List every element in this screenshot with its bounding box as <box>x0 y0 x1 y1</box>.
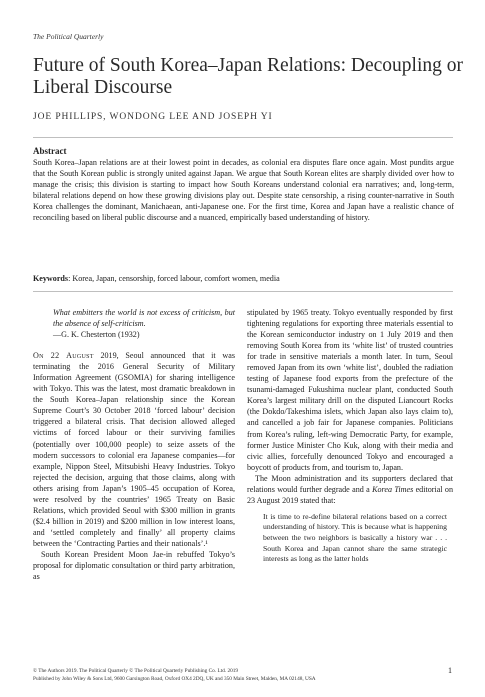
lead-in: On 22 August <box>33 351 94 361</box>
body-paragraph <box>247 473 453 506</box>
paragraph-text: editorial on 23 August 2019 stated that: <box>247 484 453 505</box>
paragraph-text: 2019, Seoul announced that it was terminating the 2016 General Security of Military Information Agreement (GSOMIA) for sharing intelligence with Tokyo. This was the latest, most dramatic breakdown in the South Korea–Japan relationship since the Korean Supreme Court’s 30 October 2018 ‘forced labour’ decision triggered a bilateral crisis. That decision allowed alleged victims of forced labour or their surviving families (potentially over 100,000 people) to seize assets of the modern successors to colonial era Japanese companies—for example, Nippon Steel, Mitsubishi Heavy Industries. Tokyo rejected the decision, arguing that those claims, along with others arising from Japan’s 1905–45 occupation of Korea, were resolved by the countries’ 1965 Treaty on Basic Relations, which provided Seoul with $300 million in grants ($2.4 billion in 2019) and $200 million in low interest loans, and ‘settled completely and finally’ all property claims between the ‘Contracting Parties and their nationals’.¹ <box>33 351 235 548</box>
keywords-label: Keywords <box>33 274 69 283</box>
body-paragraph <box>33 350 235 549</box>
page-number: 1 <box>448 666 452 675</box>
keywords-list: : Korea, Japan, censorship, forced labour, comfort women, media <box>68 274 280 283</box>
divider <box>33 137 453 138</box>
abstract-heading: Abstract <box>33 146 67 156</box>
body-paragraph: South Korean President Moon Jae-in rebuffed Tokyo’s proposal for diplomatic consultation or third party arbitration, as <box>33 549 235 582</box>
paragraph-text: The Moon administration and its supporters declared that relations would further degrade and a <box>247 473 453 494</box>
keywords <box>33 273 454 284</box>
block-quote: It is time to re-define bilateral relations based on a correct understanding of history. This is because what is happening between the two neighbors is basically a history war . . . South Korea and Japan cannot share the same strategic interests as long as the latter holds <box>263 511 447 564</box>
footer <box>33 667 453 684</box>
epigraph-quote: What embitters the world is not excess of criticism, but the absence of self-criticism. <box>53 308 235 329</box>
newspaper-name: Korea Times <box>372 484 414 494</box>
body-paragraph: stipulated by 1965 treaty. Tokyo eventually responded by first tightening regulations for exporting three materials essential to the Korean semiconductor industry on 1 July 2019 and then removing South Korea from its ‘white list’ of trusted countries for trade in sensitive materials a month later. In turn, Seoul removed Japan from its own ‘white list’, doubled the radiation testing of Japanese food exports from the prefecture of the tsunami-damaged Fukushima nuclear plant, conducted South Korea’s largest military drill on the disputed Liancourt Rocks (the Dokdo/Takeshima islets, which Japan also lays claim to), and cancelled a job fair for Japanese companies. Politicians from Korea’s ruling, left-wing Democratic Party, for example, former Justice Minister Cho Kuk, along with their media and civic allies, forcefully denounced Tokyo and encouraged a boycott of products from, and tourism to, Japan. <box>247 308 453 472</box>
body-column-right <box>247 307 453 565</box>
publisher-line: Published by John Wiley & Sons Ltd, 9600 Garsington Road, Oxford OX4 2DQ, UK and 350 Main Street, Malden, MA 02148, USA <box>33 676 316 683</box>
copyright-line: © The Authors 2019. The Political Quarterly © The Political Quarterly Publishing Co. Ltd. 2019 <box>33 668 239 674</box>
epigraph-source: —G. K. Chesterton (1932) <box>53 330 140 340</box>
body-column-left <box>33 307 235 582</box>
divider <box>33 291 453 292</box>
journal-name: The Political Quarterly <box>33 32 104 41</box>
article-title: Future of South Korea–Japan Relations: Decoupling or Liberal Discourse <box>33 55 463 98</box>
authors: JOE PHILLIPS, WONDONG LEE AND JOSEPH YI <box>33 112 273 122</box>
abstract-text: South Korea–Japan relations are at their lowest point in decades, as colonial era disputes flare once again. Most pundits argue that the South Korean public is strongly united against Japan. We argue that South Korean elites are sharply divided over how to manage the crisis; this division is starting to impact how South Koreans understand colonial era narratives; and, long-term, bilateral relations depend on how these growing divisions play out. Despite state censorship, a rising counter-narrative in South Korea challenges the dominant, Manichaean, anti-Japanese one. For the first time, Korea and Japan have a realistic chance of reconciling based on liberal public discourse and a nuanced, empirically based understanding of history. <box>33 158 454 223</box>
